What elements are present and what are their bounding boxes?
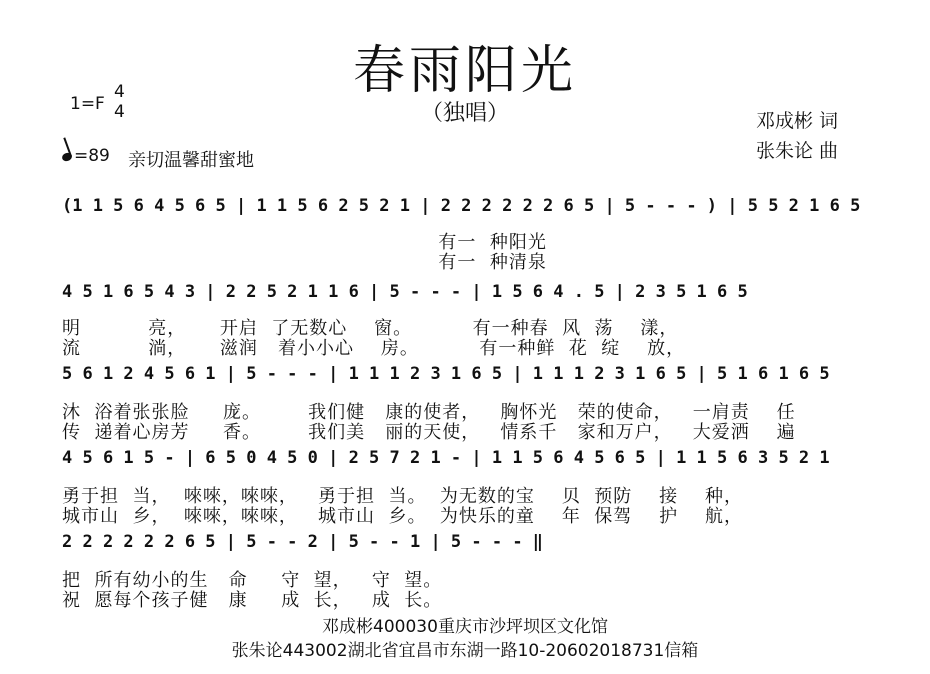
footer-address-2: 张朱论443002湖北省宜昌市东湖一路10-20602018731信箱 <box>231 641 699 661</box>
lyric-line-4a: 勇于担 当， 唻唻，唻唻， 勇于担 当。 为无数的宝 贝 预防 接 种， <box>62 486 744 507</box>
tempo-marking <box>62 146 110 166</box>
song-title: 春雨阳光 <box>352 41 577 101</box>
composer-credit: 张朱论 曲 <box>756 140 839 162</box>
quarter-note-icon <box>61 152 73 163</box>
lyricist-credit: 邓成彬 词 <box>756 110 839 132</box>
lyric-line-2b: 流 淌， 滋润 着小小心 房。 有一种鲜 花 绽 放， <box>62 338 686 359</box>
time-bottom: 4 <box>114 102 125 122</box>
lyric-line-3b: 传 递着心房芳 香。 我们美 丽的天使， 情系千 家和万户， 大爱洒 遍 <box>62 422 796 443</box>
notation-line-1: (1 1 5 6 4 5 6 5 | 1 1 5 6 2 5 2 1 | 2 2 2 2 2 2 6 5 | 5 - - - ) | 5 5 2 1 6 5 <box>62 196 861 216</box>
tempo-value: =89 <box>74 146 110 166</box>
lyric-line-1a: 有一 种阳光 <box>62 232 547 253</box>
lyric-line-1b: 有一 种清泉 <box>62 252 547 273</box>
time-signature <box>114 82 125 122</box>
notation-line-5: 2 2 2 2 2 2 6 5 | 5 - - 2 | 5 - - 1 | 5 - - - ‖ <box>62 532 544 552</box>
expression-marking: 亲切温馨甜蜜地 <box>128 150 254 171</box>
song-subtitle: （独唱） <box>420 101 509 126</box>
key-signature: 1=F <box>70 94 105 114</box>
notation-line-3: 5 6 1 2 4 5 6 1 | 5 - - - | 1 1 1 2 3 1 6 5 | 1 1 1 2 3 1 6 5 | 5 1 6 1 6 5 <box>62 364 830 384</box>
lyric-line-4b: 城市山 乡， 唻唻，唻唻， 城市山 乡。 为快乐的童 年 保驾 护 航， <box>62 506 744 527</box>
notation-line-4: 4 5 6 1 5 - | 6 5 0 4 5 0 | 2 5 7 2 1 - | 1 1 5 6 4 5 6 5 | 1 1 5 6 3 5 2 1 <box>62 448 830 468</box>
lyric-line-5b: 祝 愿每个孩子健 康 成 长， 成 长。 <box>62 590 443 611</box>
time-top: 4 <box>114 82 125 102</box>
footer-address-1: 邓成彬400030重庆市沙坪坝区文化馆 <box>322 617 608 637</box>
lyric-line-3a: 沐 浴着张张脸 庞。 我们健 康的使者， 胸怀光 荣的使命， 一肩责 任 <box>62 402 796 423</box>
notation-line-2: 4 5 1 6 5 4 3 | 2 2 5 2 1 1 6 | 5 - - - | 1 5 6 4 . 5 | 2 3 5 1 6 5 <box>62 282 748 302</box>
lyric-line-5a: 把 所有幼小的生 命 守 望， 守 望。 <box>62 570 443 591</box>
lyric-line-2a: 明 亮， 开启 了无数心 窗。 有一种春 风 荡 漾， <box>62 318 679 339</box>
